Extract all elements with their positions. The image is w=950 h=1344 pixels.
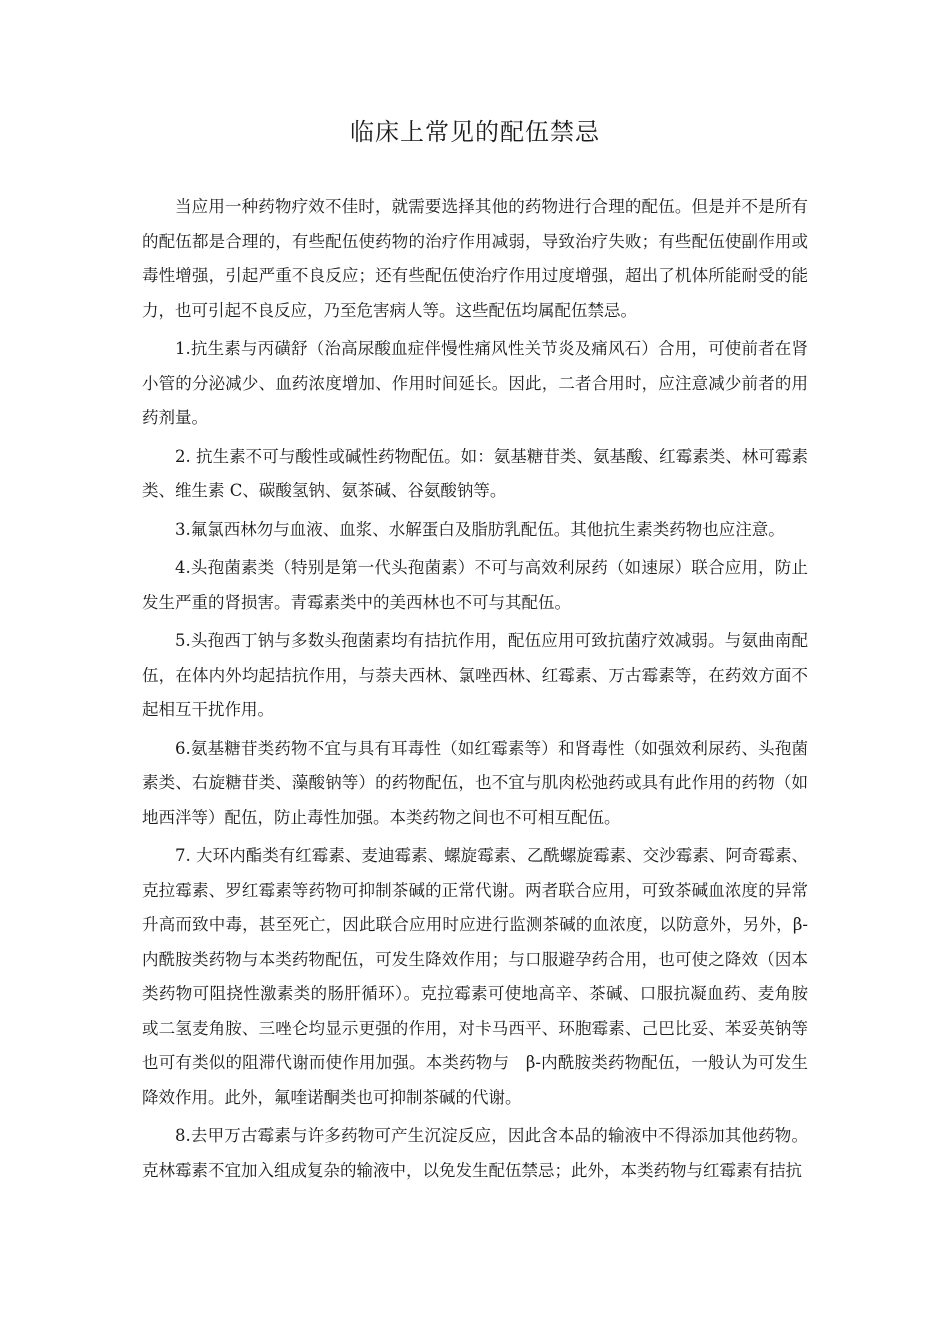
paragraph-item-4: 4.头孢菌素类（特别是第一代头孢菌素）不可与高效利尿药（如速尿）联合应用，防止发生严重的肾损害。青霉素类中的美西林也不可与其配伍。 <box>142 558 808 612</box>
document-title: 临床上常见的配伍禁忌 <box>350 118 600 146</box>
document-body <box>142 190 808 1192</box>
paragraph-item-7: 7. 大环内酯类有红霉素、麦迪霉素、螺旋霉素、乙酰螺旋霉素、交沙霉素、阿奇霉素、克拉霉素、罗红霉素等药物可抑制茶碱的正常代谢。两者联合应用，可致茶碱血浓度的异常升高而致中毒，甚至死亡，因此联合应用时应进行监测茶碱的血浓度，以防意外，另外，β-内酰胺类药物与本类药物配伍，可发生降效作用；与口服避孕药合用，也可使之降效（因本类药物可阻挠性激素类的肠肝循环）。克拉霉素可使地高辛、茶碱、口服抗凝血药、麦角胺或二氢麦角胺、三唑仑均显示更强的作用，对卡马西平、环胞霉素、己巴比妥、苯妥英钠等也可有类似的阻滞代谢而使作用加强。本类药物与 β-内酰胺类药物配伍，一般认为可发生降效作用。此外，氟喹诺酮类也可抑制茶碱的代谢。 <box>142 846 808 1107</box>
paragraph-item-2: 2. 抗生素不可与酸性或碱性药物配伍。如：氨基糖苷类、氨基酸、红霉素类、林可霉素类、维生素 C、碳酸氢钠、氨茶碱、谷氨酸钠等。 <box>142 446 808 500</box>
paragraph-item-3: 3.氟氯西林勿与血液、血浆、水解蛋白及脂肪乳配伍。其他抗生素类药物也应注意。 <box>175 519 785 539</box>
paragraph-item-1: 1.抗生素与丙磺舒（治高尿酸血症伴慢性痛风性关节炎及痛风石）合用，可使前者在肾小管的分泌减少、血药浓度增加、作用时间延长。因此，二者合用时，应注意减少前者的用药剂量。 <box>142 339 808 427</box>
paragraph-intro: 当应用一种药物疗效不佳时，就需要选择其他的药物进行合理的配伍。但是并不是所有的配伍都是合理的，有些配伍使药物的治疗作用减弱，导致治疗失败；有些配伍使副作用或毒性增强，引起严重不良反应；还有些配伍使治疗作用过度增强，超出了机体所能耐受的能力，也可引起不良反应，乃至危害病人等。这些配伍均属配伍禁忌。 <box>142 197 808 320</box>
paragraph-item-6: 6.氨基糖苷类药物不宜与具有耳毒性（如红霉素等）和肾毒性（如强效利尿药、头孢菌素类、右旋糖苷类、藻酸钠等）的药物配伍，也不宜与肌肉松弛药或具有此作用的药物（如地西泮等）配伍，防止毒性加强。本类药物之间也不可相互配伍。 <box>142 738 808 827</box>
paragraph-item-8: 8.去甲万古霉素与许多药物可产生沉淀反应，因此含本品的输液中不得添加其他药物。克林霉素不宜加入组成复杂的输液中，以免发生配伍禁忌；此外，本类药物与红霉素有拮抗 <box>142 1126 808 1180</box>
paragraph-item-5: 5.头孢西丁钠与多数头孢菌素均有拮抗作用，配伍应用可致抗菌疗效减弱。与氨曲南配伍，在体内外均起拮抗作用，与萘夫西林、氯唑西林、红霉素、万古霉素等，在药效方面不起相互干扰作用。 <box>142 631 808 719</box>
